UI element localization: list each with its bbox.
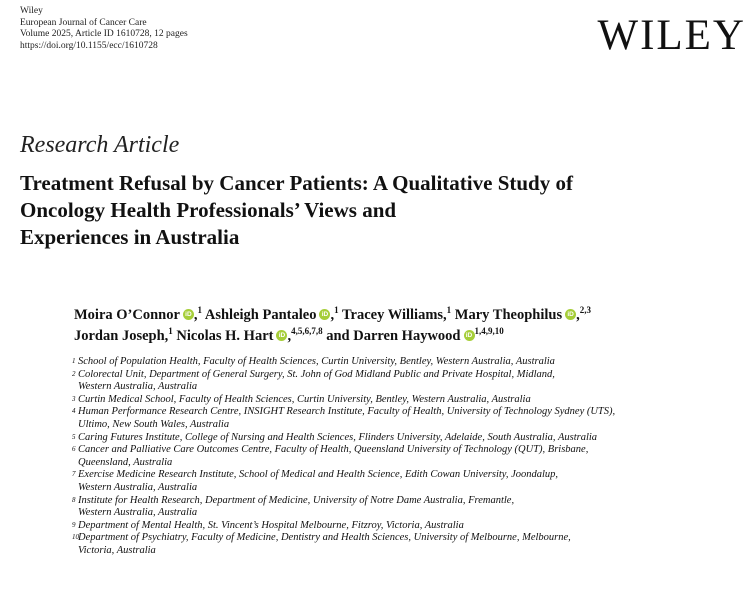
author-name: Mary Theophilus xyxy=(454,307,563,323)
affiliation-number: 8 xyxy=(72,495,76,504)
affiliation-number: 9 xyxy=(72,520,76,529)
affiliation-text: Western Australia, Australia xyxy=(78,381,198,393)
affiliation-number: 10 xyxy=(72,533,79,542)
orcid-icon[interactable]: iD xyxy=(183,309,194,320)
author xyxy=(74,328,173,344)
affiliation-text: Queensland, Australia xyxy=(78,456,173,468)
author: Moira O’Connor iD ,$^1$ xyxy=(74,305,203,323)
orcid-icon[interactable]: iD xyxy=(319,309,330,320)
author-name: Jordan Joseph, xyxy=(74,328,169,344)
affiliation-text: Caring Futures Institute, College of Nursing and Health Sciences, Flinders University, Adelaide, South Australia, Australia xyxy=(78,431,598,443)
affiliation-number: 6 xyxy=(72,445,76,454)
author xyxy=(326,328,504,344)
affiliation-text: Victoria, Australia xyxy=(78,544,156,556)
affiliation-number: 3 xyxy=(72,394,76,403)
doi-link[interactable]: https://doi.org/10.1155/ecc/1610728 xyxy=(20,40,158,51)
affiliation xyxy=(72,369,748,394)
affiliation xyxy=(72,532,748,557)
author: Mary Theophilus iD ,$^{2,3}$ xyxy=(454,305,591,323)
affiliation-number: 2 xyxy=(72,369,76,378)
affiliation xyxy=(72,356,748,369)
article-title xyxy=(20,170,740,251)
affiliation-text: Western Australia, Australia xyxy=(78,507,198,519)
author-name: and Darren Haywood xyxy=(326,328,461,344)
title-line: Oncology Health Professionals’ Views and xyxy=(20,198,397,222)
author-line xyxy=(74,326,744,347)
author-list xyxy=(74,305,744,347)
affiliation-text: Ultimo, New South Wales, Australia xyxy=(78,418,230,430)
author-affiliation-sup: 1 xyxy=(446,305,452,316)
affiliation-text: Exercise Medicine Research Institute, School of Medical and Health Science, Edith Cowan University, Joondalup, xyxy=(78,469,559,481)
author-name: Tracey Williams, xyxy=(341,307,447,323)
journal-name: European Journal of Cancer Care xyxy=(20,17,147,28)
author xyxy=(342,307,451,323)
author-affiliation-sup: 1 xyxy=(334,305,339,316)
affiliation xyxy=(72,469,748,494)
author-affiliation-sup: 1,4,9,10 xyxy=(474,326,504,337)
affiliation-number: 5 xyxy=(72,432,76,441)
author-name: Ashleigh Pantaleo xyxy=(204,307,317,323)
affiliation xyxy=(72,444,748,469)
affiliation-number: 1 xyxy=(72,357,76,365)
publisher-name: Wiley xyxy=(20,6,43,16)
orcid-icon[interactable]: iD xyxy=(565,309,576,320)
orcid-icon[interactable]: iD xyxy=(464,330,475,341)
affiliation xyxy=(72,432,748,445)
affiliation-text: Curtin Medical School, Faculty of Health Sciences, Curtin University, Bentley, Western Australia, Australia xyxy=(78,393,531,405)
title-line: Treatment Refusal by Cancer Patients: A Qualitative Study of xyxy=(20,171,573,195)
affiliation-text: Colorectal Unit, Department of General Surgery, St. John of God Midland Public and Private Hospital, Midland, xyxy=(78,368,555,380)
affiliation-text: Department of Psychiatry, Faculty of Medicine, Dentistry and Health Sciences, University of Melbourne, Melbourne, xyxy=(78,532,571,544)
title-line: Experiences in Australia xyxy=(20,225,240,249)
article-type: Research Article xyxy=(20,132,180,158)
author-line xyxy=(74,305,744,326)
orcid-icon[interactable]: iD xyxy=(276,330,287,341)
author-affiliation-sup: 4,5,6,7,8 xyxy=(291,326,323,337)
affiliation-text: Western Australia, Australia xyxy=(78,481,198,493)
volume-line: Volume 2025, Article ID 1610728, 12 pages xyxy=(20,29,188,39)
wiley-logo: WILEY xyxy=(597,12,746,59)
author-affiliation-sup: 2,3 xyxy=(579,305,591,316)
affiliation xyxy=(72,406,748,431)
author-name: Nicolas H. Hart xyxy=(176,328,274,344)
author-affiliation-sup: 1 xyxy=(197,305,203,316)
author-affiliation-sup: 1 xyxy=(168,326,173,337)
affiliation-text: Human Performance Research Centre, INSIGHT Research Institute, Faculty of Health, University of Technology Sydney (UTS), xyxy=(78,406,616,418)
author-name: Moira O’Connor xyxy=(74,307,180,323)
author: Nicolas H. Hart iD ,$^{4,5,6,7,8}$ xyxy=(176,326,323,344)
affiliation-number: 7 xyxy=(72,470,76,479)
affiliation xyxy=(72,394,748,407)
affiliation xyxy=(72,495,748,520)
affiliation-text: Institute for Health Research, Department of Medicine, University of Notre Dame Australia, Fremantle, xyxy=(78,494,515,506)
affiliation-list xyxy=(72,356,748,558)
affiliation xyxy=(72,520,748,533)
affiliation-number: 4 xyxy=(72,407,76,416)
journal-info xyxy=(20,6,188,52)
affiliation-text: Cancer and Palliative Care Outcomes Centre, Faculty of Health, Queensland University of Technology (QUT), Brisbane, xyxy=(78,444,589,456)
author: Ashleigh Pantaleo iD ,$^1$ xyxy=(204,305,339,323)
affiliation-text: Department of Mental Health, St. Vincent’s Hospital Melbourne, Fitzroy, Victoria, Australia xyxy=(78,519,464,531)
affiliation-text: School of Population Health, Faculty of Health Sciences, Curtin University, Bentley, Western Australia, Australia xyxy=(78,356,555,367)
